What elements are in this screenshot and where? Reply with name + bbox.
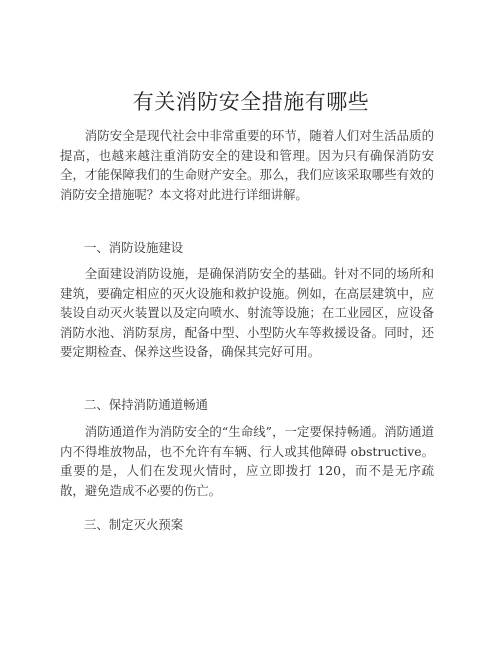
section-paragraph-facilities: 全面建设消防设施，是确保消防安全的基础。针对不同的场所和建筑，要确定相应的灭火设施和救护设施。例如，在高层建筑中，应装设自动灭火装置以及定向喷水、射流等设施；在工业园区，应设备消防水池、消防泵房，配备中型、小型防火车等救援设备。同时，还要定期检查、保养这些设备，确保其完好可用。	[60, 266, 434, 360]
document-title: 有关消防安全措施有哪些	[132, 90, 370, 114]
section-heading-facilities: 一、消防设施建设	[84, 240, 184, 255]
section-paragraph-fire-lanes: 消防通道作为消防安全的“生命线”，一定要保持畅通。消防通道内不得堆放物品，也不允许有车辆、行人或其他障碍 obstructive。重要的是，人们在发现火情时，应立即拨打 120，而不是无序疏散，避免造成不必要的伤亡。	[60, 424, 434, 498]
section-heading-fire-lanes: 二、保持消防通道畅通	[84, 397, 208, 412]
intro-paragraph: 消防安全是现代社会中非常重要的环节，随着人们对生活品质的提高，也越来越注重消防安全的建设和管理。因为只有确保消防安全，才能保障我们的生命财产安全。那么，我们应该采取哪些有效的消防安全措施呢？本文将对此进行详细讲解。	[60, 128, 434, 202]
section-heading-fire-plan: 三、制定灭火预案	[84, 517, 184, 532]
